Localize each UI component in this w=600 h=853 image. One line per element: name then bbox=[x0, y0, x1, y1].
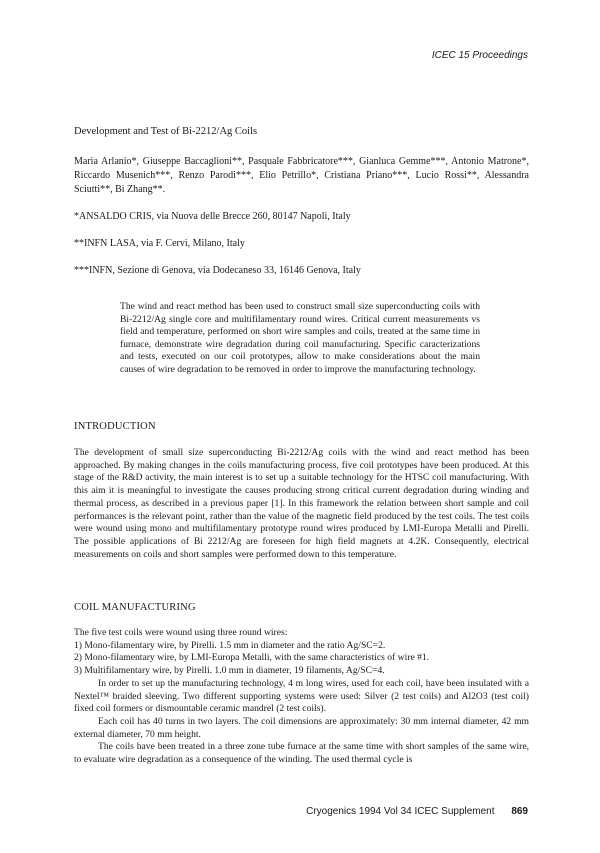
introduction-paragraph: The development of small size superconducting Bi-2212/Ag coils with the wind and react method has been approached. By making changes in the coils manufacturing process, five coil prototypes have been produced. At this stage of the R&D activity, the main interest is to set up a suitable technology for the HTSC coil manufacturing. With this aim it is meaningful to investigate the causes producing strong critical current degradation during winding and thermal process, as described in a previous paper [1]. In this framework the relation between short sample and coil performances is the relevant point, rather than the value of the magnetic field produced by the test coils. The test coils were wound using mono and multifilamentary prototype round wires produced by LMI-Europa Metalli and Pirelli. The possible applications of Bi 2212/Ag are foreseen for high field magnets at 4.2K. Consequently, electrical measurements on coils and short samples were performed down to this temperature. bbox=[74, 447, 529, 560]
paper-title: Development and Test of Bi-2212/Ag Coils bbox=[74, 126, 258, 137]
page-footer bbox=[306, 806, 528, 817]
body-paragraph: The coils have been treated in a three zone tube furnace at the same time with short samples of the same wire, to evaluate wire degradation as a consequence of the winding. The used thermal cycle is bbox=[74, 741, 529, 766]
section-heading-introduction: INTRODUCTION bbox=[74, 421, 156, 432]
body-paragraph: In order to set up the manufacturing technology, 4 m long wires, used for each coil, have been insulated with a Nextel™ braided sleeving. Two different supporting systems were used: Silver (2 test coils) and Al2O3 (test coil) fixed coil formers or dismountable ceramic mandrel (2 test coils). bbox=[74, 677, 529, 715]
affiliation-2: **INFN LASA, via F. Cervi, Milano, Italy bbox=[74, 238, 245, 249]
introduction-body bbox=[74, 447, 529, 561]
journal-citation: Cryogenics 1994 Vol 34 ICEC Supplement bbox=[306, 806, 495, 817]
affiliation-1: *ANSALDO CRIS, via Nuova delle Brecce 260, 80147 Napoli, Italy bbox=[74, 211, 351, 222]
wire-list-item: 2) Mono-filamentary wire, by LMI-Europa Metalli, with the same characteristics of wire #1. bbox=[74, 652, 430, 664]
proceedings-header: ICEC 15 Proceedings bbox=[431, 50, 528, 61]
body-paragraph: Each coil has 40 turns in two layers. The coil dimensions are approximately: 30 mm internal diameter, 42 mm external diameter, 70 mm height. bbox=[74, 715, 529, 740]
affiliation-3: ***INFN, Sezione di Genova, via Dodecaneso 33, 16146 Genova, Italy bbox=[74, 265, 361, 276]
wire-list-intro: The five test coils were wound using three round wires: bbox=[74, 627, 288, 638]
wire-list-item: 3) Multifilamentary wire, by Pirelli. 1.0 mm in diameter, 19 filaments, Ag/SC=4. bbox=[74, 665, 385, 677]
page-number: 869 bbox=[511, 806, 528, 817]
abstract: The wind and react method has been used to construct small size superconducting coils with Bi-2212/Ag single core and multifilamentary round wires. Critical current measurements vs field and temperature, performed on short wire samples and coils, treated at the same time in furnace, demonstrate wire degradation during coil manufacturing. Specific caracterizations and tests, executed on our coil prototypes, allow to make considerations about the main causes of wire degradation to be removed in order to improve the manufacturing technology. bbox=[120, 301, 480, 375]
wire-list-item: 1) Mono-filamentary wire, by Pirelli. 1.5 mm in diameter and the ratio Ag/SC=2. bbox=[74, 639, 386, 651]
author-list: Maria Arlanio*, Giuseppe Baccaglioni**, Pasquale Fabbricatore***, Gianluca Gemme***, Antonio Matrone*, Riccardo Musenich***, Renzo Parodi***, Elio Petrillo*, Cristiana Priano***, Lucio Rossi**, Alessandra Sciutti**, Bi Zhang**. bbox=[74, 156, 529, 195]
coil-manufacturing-body bbox=[74, 627, 529, 767]
section-heading-coil-manufacturing: COIL MANUFACTURING bbox=[74, 602, 196, 613]
